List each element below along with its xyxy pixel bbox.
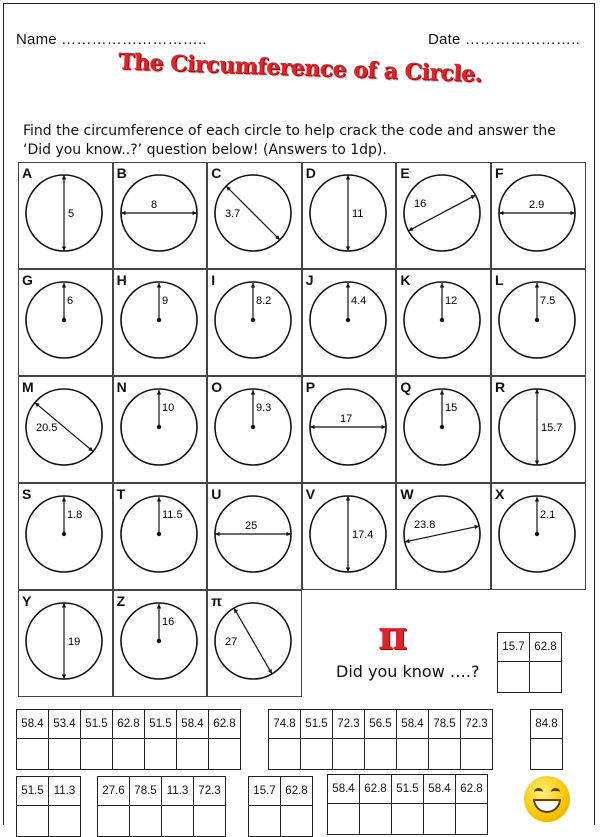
circle-letter: R: [495, 379, 506, 395]
code-value: 58.4: [328, 775, 360, 804]
answer-box[interactable]: [177, 739, 209, 770]
centre-dot: [440, 425, 444, 429]
answer-box[interactable]: [98, 806, 130, 837]
answer-box[interactable]: [365, 739, 397, 770]
circle-letter: E: [400, 165, 410, 181]
code-value: 58.4: [177, 710, 209, 739]
code-value: 11.3: [162, 777, 194, 806]
code-value: 53.4: [49, 710, 81, 739]
circle-letter: M: [22, 379, 34, 395]
measurement-label: 9.3: [256, 402, 272, 414]
circle-cell-π: [207, 590, 302, 697]
answer-box[interactable]: [113, 739, 145, 770]
answer-box[interactable]: [49, 739, 81, 770]
measurement-label: 16: [414, 198, 427, 210]
measurement-label: 2.1: [540, 509, 556, 521]
centre-dot: [156, 532, 160, 536]
circle-letter: G: [22, 272, 33, 288]
code-table: [268, 709, 493, 770]
arrowhead: [535, 283, 539, 288]
circle-cell-G: [18, 269, 113, 376]
code-value: 51.5: [17, 777, 49, 806]
circle-cell-F: [491, 162, 586, 269]
circle-cell-K: [396, 269, 491, 376]
answer-box[interactable]: [461, 739, 493, 770]
arrowhead: [440, 390, 444, 395]
circle-diagram: [208, 163, 303, 270]
circle-cell-J: [302, 269, 397, 376]
measurement-label: 8: [150, 199, 157, 211]
circle-letter: A: [22, 165, 33, 181]
circle-diagram: [492, 377, 587, 484]
circle-diagram: [492, 270, 587, 377]
arrowhead: [62, 283, 66, 288]
answer-box[interactable]: [249, 806, 281, 837]
circle-cell-O: [207, 376, 302, 483]
circle-cell-U: [207, 483, 302, 590]
circle-diagram: [208, 377, 303, 484]
code-value: 15.7: [249, 777, 281, 806]
answer-box[interactable]: [333, 739, 365, 770]
circle-letter: Y: [22, 593, 32, 609]
centre-dot: [440, 318, 444, 322]
arrowhead: [156, 497, 160, 502]
measurement-label: 6: [67, 295, 74, 307]
arrowhead: [535, 497, 539, 502]
code-value: 51.5: [145, 710, 177, 739]
answer-box[interactable]: [81, 739, 113, 770]
instructions: Find the circumference of each circle to help crack the code and answer the ‘Did you know..?’ question below! (Answers to 1dp).: [23, 123, 556, 158]
centre-dot: [251, 318, 255, 322]
measurement-label: 4.4: [350, 295, 367, 307]
measurement-label: 17.4: [351, 529, 374, 541]
arrowhead: [62, 497, 66, 502]
circle-cell-N: [113, 376, 208, 483]
circle-letter: T: [116, 486, 126, 502]
circle-diagram: [397, 163, 492, 270]
centre-dot: [156, 318, 160, 322]
circle-cell-D: [302, 162, 397, 269]
code-value: 62.8: [530, 633, 562, 662]
circle-diagram: [492, 484, 587, 591]
code-value: 78.5: [130, 777, 162, 806]
code-table: [16, 776, 81, 837]
circle-letter: K: [400, 272, 411, 288]
code-value: 58.4: [424, 775, 456, 804]
arrowhead: [251, 283, 255, 288]
circle-letter: N: [116, 379, 127, 395]
diameter-line: [234, 608, 272, 674]
circle-diagram: [19, 484, 114, 591]
answer-box[interactable]: [17, 806, 49, 837]
code-value: 62.8: [113, 710, 145, 739]
answer-box[interactable]: [130, 806, 162, 837]
measurement-label: 2.9: [529, 199, 545, 211]
code-value: 84.8: [531, 710, 563, 739]
circle-diagram: [397, 377, 492, 484]
answer-box[interactable]: [49, 806, 81, 837]
circle-letter: L: [495, 272, 504, 288]
measurement-label: 12: [445, 295, 458, 307]
measurement-label: 1.8: [67, 509, 83, 521]
circle-diagram: [114, 591, 209, 698]
circle-diagram: [208, 484, 303, 591]
circle-diagram: [19, 270, 114, 377]
answer-box[interactable]: [281, 806, 313, 837]
circle-cell-I: [207, 269, 302, 376]
circle-letter: O: [211, 379, 223, 395]
centre-dot: [62, 532, 66, 536]
answer-box[interactable]: [530, 662, 562, 693]
circle-letter: C: [211, 165, 222, 181]
answer-box[interactable]: [209, 739, 241, 770]
code-table: [248, 776, 313, 837]
measurement-label: 9: [161, 295, 168, 307]
circle-cell-L: [491, 269, 586, 376]
measurement-label: 20.5: [36, 422, 58, 434]
answer-box[interactable]: [429, 739, 461, 770]
code-value: 15.7: [498, 633, 530, 662]
circle-cell-S: [18, 483, 113, 590]
answer-box[interactable]: [397, 739, 429, 770]
code-value: 62.8: [281, 777, 313, 806]
code-value: 58.4: [17, 710, 49, 739]
circle-letter: U: [211, 486, 222, 502]
answer-box[interactable]: [301, 739, 333, 770]
code-value: 72.3: [461, 710, 493, 739]
date-field[interactable]: Date …………………..: [428, 31, 580, 48]
circle-cell-H: [113, 269, 208, 376]
code-table: [97, 776, 226, 837]
code-value: 56.5: [365, 710, 397, 739]
circle-letter: D: [305, 165, 316, 181]
answer-box[interactable]: [269, 739, 301, 770]
code-value: 58.4: [397, 710, 429, 739]
centre-dot: [156, 639, 160, 643]
answer-box[interactable]: [498, 662, 530, 693]
measurement-label: 19: [68, 636, 81, 648]
arrowhead: [156, 390, 160, 395]
measurement-label: 5: [68, 208, 75, 220]
circle-cell-T: [113, 483, 208, 590]
circle-diagram: [492, 163, 587, 270]
circle-letter: X: [495, 486, 505, 502]
code-table: [497, 632, 562, 693]
circle-letter: H: [116, 272, 127, 288]
circle-diagram: [19, 591, 114, 698]
arrowhead: [251, 390, 255, 395]
circle-diagram: [303, 377, 398, 484]
circle-cell-W: [396, 483, 491, 590]
circle-letter: Q: [400, 379, 412, 395]
measurement-label: 10: [161, 402, 174, 414]
circle-diagram: [303, 484, 398, 591]
measurement-label: 3.7: [225, 208, 241, 220]
page-title: The Circumference of a Circle.: [117, 48, 483, 88]
circle-letter: S: [22, 486, 32, 502]
circle-diagram: [19, 163, 114, 270]
circle-letter: V: [305, 486, 316, 502]
code-value: 51.5: [301, 710, 333, 739]
circle-diagram: [397, 270, 492, 377]
code-value: 72.3: [194, 777, 226, 806]
circle-cell-R: [491, 376, 586, 483]
answer-box[interactable]: [145, 739, 177, 770]
answer-box[interactable]: [162, 806, 194, 837]
circle-cell-Y: [18, 590, 113, 697]
code-value: 62.8: [456, 775, 488, 804]
circle-letter: J: [305, 272, 314, 288]
circle-cell-M: [18, 376, 113, 483]
circle-cell-B: [113, 162, 208, 269]
answer-box[interactable]: [17, 739, 49, 770]
circle-cell-C: [207, 162, 302, 269]
arrowhead: [156, 604, 160, 609]
did-you-know-question: Did you know ….?: [336, 662, 480, 681]
name-field[interactable]: Name ………………………..: [16, 31, 207, 48]
measurement-label: 7.5: [540, 295, 556, 307]
circle-diagram: [208, 270, 303, 377]
arrowhead: [346, 283, 350, 288]
circle-diagram: [303, 163, 398, 270]
circle-cell-A: [18, 162, 113, 269]
measurement-label: 8.2: [256, 295, 272, 307]
circle-cell-Z: [113, 590, 208, 697]
code-table: [327, 774, 488, 835]
circle-diagram: [303, 270, 398, 377]
centre-dot: [156, 425, 160, 429]
code-value: 62.8: [209, 710, 241, 739]
circle-letter: Z: [116, 593, 126, 609]
code-value: 27.6: [98, 777, 130, 806]
circle-cell-P: [302, 376, 397, 483]
circle-diagram: [114, 484, 209, 591]
measurement-label: 23.8: [414, 519, 436, 531]
circle-letter: F: [495, 165, 504, 181]
centre-dot: [62, 318, 66, 322]
code-value: 51.5: [81, 710, 113, 739]
circle-cell-V: [302, 483, 397, 590]
circle-cell-E: [396, 162, 491, 269]
code-value: 51.5: [392, 775, 424, 804]
circle-diagram: [114, 377, 209, 484]
measurement-label: 11: [351, 208, 364, 220]
circle-letter: π: [211, 593, 222, 609]
circle-diagram: [208, 591, 303, 698]
circle-cell-Q: [396, 376, 491, 483]
code-value: 78.5: [429, 710, 461, 739]
measurement-label: 25: [245, 520, 258, 532]
circle-diagram: [114, 270, 209, 377]
code-value: 62.8: [360, 775, 392, 804]
pi-symbol: π: [378, 612, 408, 659]
answer-box[interactable]: [194, 806, 226, 837]
code-table: [16, 709, 241, 770]
answer-box[interactable]: [531, 739, 563, 770]
circle-letter: B: [116, 165, 127, 181]
code-value: 72.3: [333, 710, 365, 739]
code-value: 11.3: [49, 777, 81, 806]
measurement-label: 27: [225, 636, 238, 648]
measurement-label: 15: [445, 402, 458, 414]
smiley-icon: [524, 776, 570, 822]
code-table: [530, 709, 563, 770]
circle-cell-X: [491, 483, 586, 590]
arrowhead: [156, 283, 160, 288]
centre-dot: [251, 425, 255, 429]
centre-dot: [535, 532, 539, 536]
code-value: 74.8: [269, 710, 301, 739]
measurement-label: 11.5: [161, 509, 183, 521]
measurement-label: 15.7: [541, 422, 563, 434]
circle-diagram: [114, 163, 209, 270]
measurement-label: 16: [161, 616, 174, 628]
circle-letter: P: [305, 379, 316, 395]
arrowhead: [440, 283, 444, 288]
centre-dot: [346, 318, 350, 322]
circle-letter: I: [211, 272, 216, 288]
circle-letter: W: [400, 486, 414, 502]
measurement-label: 17: [339, 413, 353, 425]
centre-dot: [535, 318, 539, 322]
